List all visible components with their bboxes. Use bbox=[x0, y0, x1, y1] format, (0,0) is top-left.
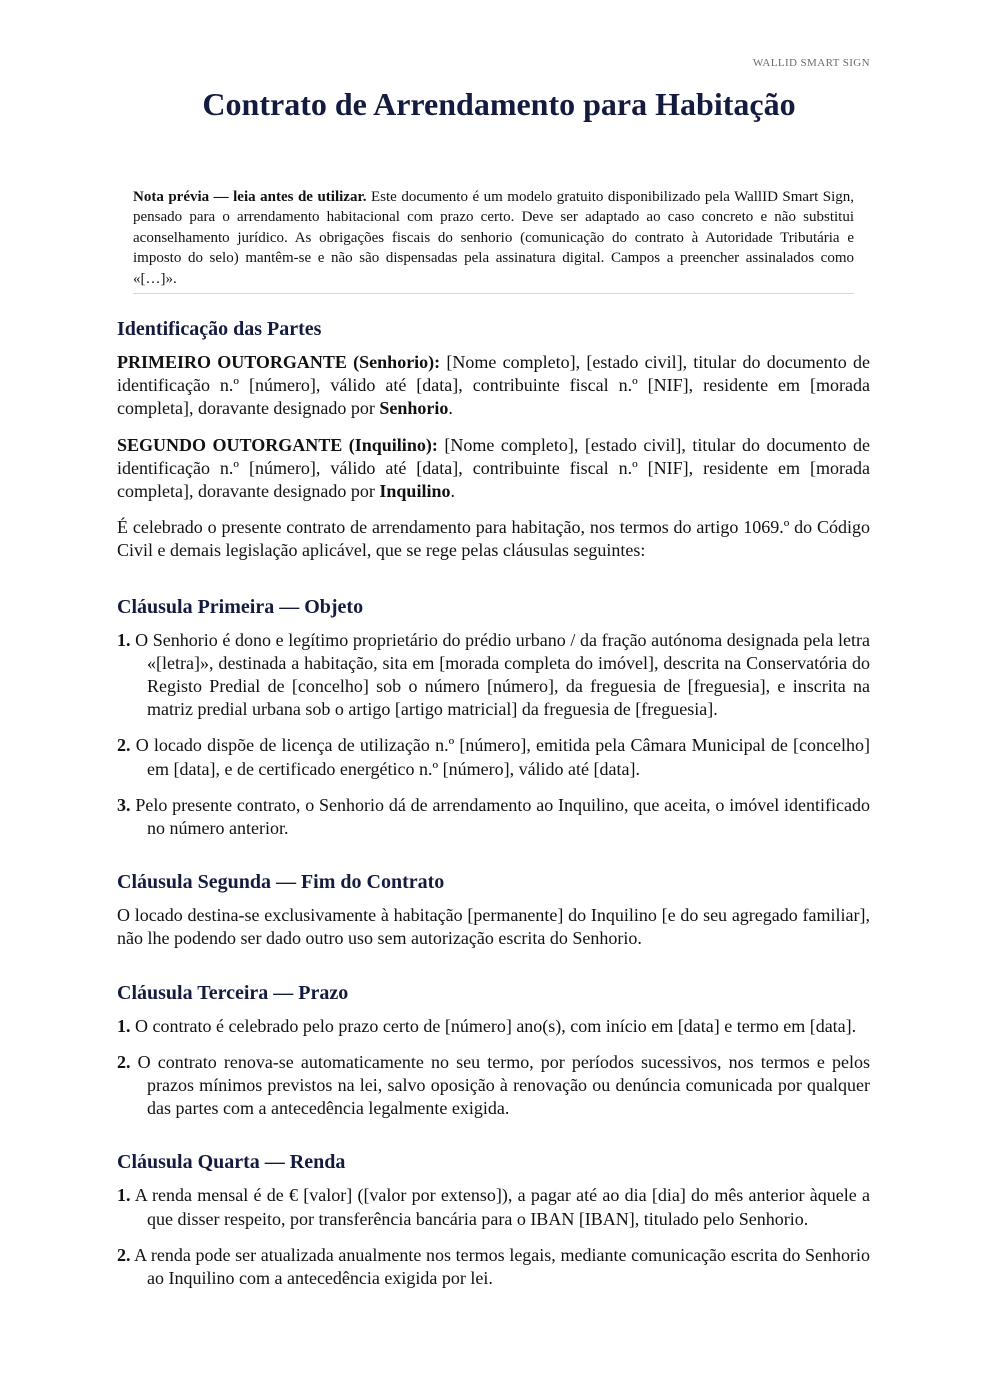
second-party bbox=[117, 434, 870, 504]
clause-fourth-item bbox=[117, 1244, 870, 1290]
clause-third-item bbox=[117, 1051, 870, 1121]
clause-first bbox=[117, 593, 870, 841]
first-party-designation: Senhorio bbox=[379, 398, 449, 419]
first-party bbox=[117, 351, 870, 421]
item-text: O Senhorio é dono e legítimo proprietário do prédio urbano / da fração autónoma designada pela letra «[letra]», destinada a habitação, sita em [morada completa do imóvel], descrita na Conservatória do Registo Predial de [concelho] sob o número [número], da freguesia de [freguesia], e inscrita na matriz predial urbana sob o artigo [artigo matricial] da freguesia de [freguesia]. bbox=[130, 629, 870, 720]
item-text: O locado dispõe de licença de utilização n.º [número], emitida pela Câmara Municipal de [concelho] em [data], e de certificado energético n.º [número], válido até [data]. bbox=[130, 735, 870, 779]
second-party-designation: Inquilino bbox=[379, 481, 451, 502]
parties-heading: Identificação das Partes bbox=[117, 318, 322, 340]
contract-intro: É celebrado o presente contrato de arrendamento para habitação, nos termos do artigo 1069.º do Código Civil e demais legislação aplicável, que se rege pelas cláusulas seguintes: bbox=[117, 517, 870, 561]
item-number: 2. bbox=[117, 1244, 131, 1265]
brand-label: WALLID SMART SIGN bbox=[752, 57, 870, 69]
item-number: 2. bbox=[117, 735, 131, 756]
item-text: A renda mensal é de € [valor] ([valor por extenso]), a pagar até ao dia [dia] do mês anterior àquele a que disser respeito, por transferência bancária para o IBAN [IBAN], titulado pelo Senhorio. bbox=[130, 1185, 870, 1229]
item-number: 3. bbox=[117, 794, 131, 815]
item-number: 1. bbox=[117, 1015, 131, 1036]
clause-first-item bbox=[117, 734, 870, 780]
clause-first-item bbox=[117, 629, 870, 722]
item-text: O contrato renova-se automaticamente no seu termo, por períodos sucessivos, nos termos e pelos prazos mínimos previstos na lei, salvo oposição à renovação ou denúncia comunicada por qualquer das partes com a antecedência legalmente exigida. bbox=[130, 1051, 870, 1119]
note-lead: Nota prévia — leia antes de utilizar. bbox=[133, 189, 367, 205]
clause-first-heading: Cláusula Primeira — Objeto bbox=[117, 595, 364, 618]
clause-first-item bbox=[117, 794, 870, 840]
second-party-text: [Nome completo], [estado civil], titular do documento de identificação n.º [número], válido até [data], contribuinte fiscal n.º [NIF], residente em [morada completa], doravante designado por bbox=[117, 434, 870, 502]
clause-third-item bbox=[117, 1015, 870, 1038]
parties-section bbox=[117, 315, 870, 563]
item-number: 1. bbox=[117, 629, 131, 650]
note-text: Este documento é um modelo gratuito disponibilizado pela WallID Smart Sign, pensado para o arrendamento habitacional com prazo certo. Deve ser adaptado ao caso concreto e não substitui aconselhamento jurídico. As obrigações fiscais do senhorio (comunicação do contrato à Autoridade Tributária e imposto do selo) mantêm-se e não são dispensadas pela assinatura digital. Campos a preencher assinalados como «[…]». bbox=[133, 189, 854, 287]
item-number: 1. bbox=[117, 1185, 131, 1206]
item-text: O contrato é celebrado pelo prazo certo de [número] ano(s), com início em [data] e termo em [data]. bbox=[130, 1015, 857, 1036]
second-party-label: SEGUNDO OUTORGANTE (Inquilino): bbox=[117, 434, 438, 455]
first-party-text: [Nome completo], [estado civil], titular do documento de identificação n.º [número], válido até [data], contribuinte fiscal n.º [NIF], residente em [morada completa], doravante designado por bbox=[117, 352, 870, 419]
first-party-end: . bbox=[448, 398, 453, 419]
clause-third bbox=[117, 979, 870, 1121]
document-body bbox=[117, 315, 870, 1318]
item-text: A renda pode ser atualizada anualmente nos termos legais, mediante comunicação escrita do Senhorio ao Inquilino com a antecedência exigida por lei. bbox=[130, 1244, 870, 1289]
preliminary-note bbox=[133, 187, 854, 294]
clause-second bbox=[117, 868, 870, 950]
clause-third-heading: Cláusula Terceira — Prazo bbox=[117, 981, 349, 1004]
clause-fourth-heading: Cláusula Quarta — Renda bbox=[117, 1151, 346, 1174]
item-number: 2. bbox=[117, 1051, 131, 1072]
clause-second-text: O locado destina-se exclusivamente à habitação [permanente] do Inquilino [e do seu agregado familiar], não lhe podendo ser dado outro uso sem autorização escrita do Senhorio. bbox=[117, 905, 870, 949]
document-title: Contrato de Arrendamento para Habitação bbox=[202, 86, 796, 122]
clause-second-heading: Cláusula Segunda — Fim do Contrato bbox=[117, 871, 445, 894]
clause-fourth-item bbox=[117, 1184, 870, 1230]
clause-fourth bbox=[117, 1148, 870, 1290]
second-party-end: . bbox=[450, 481, 455, 502]
item-text: Pelo presente contrato, o Senhorio dá de arrendamento ao Inquilino, que aceita, o imóvel identificado no número anterior. bbox=[130, 794, 870, 839]
first-party-label: PRIMEIRO OUTORGANTE (Senhorio): bbox=[117, 352, 441, 372]
